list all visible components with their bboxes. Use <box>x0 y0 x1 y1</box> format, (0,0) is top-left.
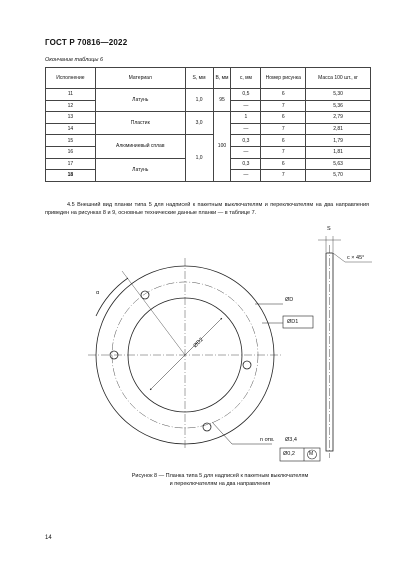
cell-fig: 7 <box>261 170 306 182</box>
document-header: ГОСТ Р 70816—2022 <box>45 38 128 47</box>
paragraph-4-5: 4.5 Внешний вид планки типа 5 для надписей к пакетным выключателям и переключателям на два направления приведен на рисунках 8 и 9, основные технические данные планки — в таблице 7. <box>45 202 369 216</box>
column-header: Номер рисунка <box>261 68 306 89</box>
dim-chamfer-label: c × 45° <box>347 255 365 261</box>
dim-d1-label: ØD1 <box>287 319 299 325</box>
cell-version: 12 <box>46 100 96 112</box>
dim-d-outer-label: ØD <box>285 297 294 303</box>
column-header: c, мм <box>231 68 261 89</box>
cell-b: 100 <box>213 112 231 182</box>
cell-material: Пластик <box>95 112 185 135</box>
cell-c: — <box>231 100 261 112</box>
cell-mass: 2,79 <box>306 112 371 124</box>
page-number: 14 <box>45 535 52 541</box>
datum-label: M <box>309 451 314 457</box>
cell-c: 1 <box>231 112 261 124</box>
cell-b: 95 <box>213 89 231 112</box>
cell-c: — <box>231 170 261 182</box>
dim-holes-count-label: n отв. <box>260 437 275 443</box>
cell-s: 1,0 <box>185 135 213 181</box>
cell-s: 1,0 <box>185 89 213 112</box>
cell-mass: 2,81 <box>306 123 371 135</box>
cell-c: — <box>231 123 261 135</box>
figure-caption <box>100 472 340 488</box>
table-continuation-label: Окончание таблицы 6 <box>45 57 104 63</box>
column-header: B, мм <box>213 68 231 89</box>
cell-material: Алюминиевый сплав <box>95 135 185 158</box>
cell-version: 17 <box>46 158 96 170</box>
dim-s-label: S <box>327 226 331 232</box>
cell-material: Латунь <box>95 89 185 112</box>
cell-version: 16 <box>46 146 96 158</box>
cell-c: 0,3 <box>231 158 261 170</box>
cell-fig: 6 <box>261 112 306 124</box>
cell-c: 0,5 <box>231 89 261 101</box>
cell-fig: 7 <box>261 100 306 112</box>
column-header: Исполнение <box>46 68 96 89</box>
pos-tolerance-label: Ø0,2 <box>283 451 295 457</box>
alpha-arc <box>96 278 128 316</box>
cell-mass: 5,70 <box>306 170 371 182</box>
mounting-holes <box>110 291 251 431</box>
column-header: Масса 100 шт., кг <box>306 68 371 89</box>
dim-hole-dia-label: Ø3,4 <box>285 437 297 443</box>
cell-version: 11 <box>46 89 96 101</box>
column-header: S, мм <box>185 68 213 89</box>
cell-version: 13 <box>46 112 96 124</box>
cell-c: — <box>231 146 261 158</box>
caption-line-1: Рисунок 8 — Планка типа 5 для надписей к пакетным выключателям <box>131 473 309 479</box>
cell-fig: 6 <box>261 158 306 170</box>
cell-mass: 1,79 <box>306 135 371 147</box>
cell-version: 15 <box>46 135 96 147</box>
cell-mass: 1,81 <box>306 146 371 158</box>
cell-fig: 6 <box>261 89 306 101</box>
cell-material: Латунь <box>95 158 185 181</box>
cell-mass: 5,30 <box>306 89 371 101</box>
cell-fig: 6 <box>261 135 306 147</box>
column-header: Материал <box>95 68 185 89</box>
cell-mass: 5,63 <box>306 158 371 170</box>
cell-version: 14 <box>46 123 96 135</box>
dim-d2-label: ØD2 <box>192 336 205 350</box>
cell-fig: 7 <box>261 146 306 158</box>
cell-fig: 7 <box>261 123 306 135</box>
cell-mass: 5,36 <box>306 100 371 112</box>
cell-version: 18 <box>46 170 96 182</box>
cell-c: 0,3 <box>231 135 261 147</box>
cell-s: 3,0 <box>185 112 213 135</box>
caption-line-2: и переключателям на два направления <box>169 481 271 487</box>
dim-alpha-label: α <box>96 290 100 296</box>
